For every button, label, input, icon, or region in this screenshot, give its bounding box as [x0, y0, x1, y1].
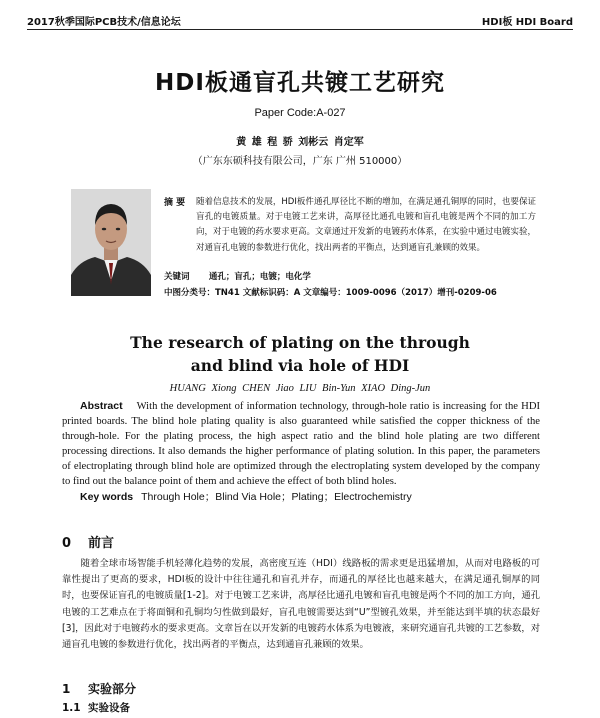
abstract-cn-label: 摘 要 — [164, 198, 186, 208]
authors-cn: 黄 雄 程 骄 刘彬云 肖定军 — [236, 137, 364, 148]
section-1-1-number: 1.1 — [62, 702, 81, 714]
section-0-title: 前言 — [88, 536, 115, 551]
paper-title-cn: HDI板通盲孔共镀工艺研究 — [155, 70, 445, 96]
author-portrait-image — [71, 189, 151, 296]
keywords-cn-label: 关键词 — [164, 272, 190, 282]
paper-code: Paper Code:A-027 — [254, 107, 346, 119]
abstract-en-text: With the development of information technology, through-hole ratio is increasing for the HDI printed boards. The blind hole plating quality is also guaranteed while satisfied the copper thickness of the through-hole. For the plating process, the high aspect ratio and the blind hole plating are two different processing directions. It also demands the higher performance of plating solution. In this paper, the parameters of electroplating through blind hole are optimized through the electroplating system developed by the company to find out the balance point of them and achieve the effect of both blind holes. — [62, 401, 540, 488]
section-1-number: 1 — [62, 682, 71, 696]
authors-en: HUANG Xiong CHEN Jiao LIU Bin-Yun XIAO Ding-Jun — [169, 383, 431, 394]
running-header-left: 2017秋季国际PCB技术/信息论坛 — [27, 17, 181, 28]
keywords-cn-row — [164, 270, 311, 282]
section-0-number: 0 — [62, 536, 72, 551]
keywords-en-label: Key words — [80, 491, 134, 503]
keywords-en-text: Through Hole；Blind Via Hole；Plating；Electrochemistry — [141, 491, 412, 503]
header-rule — [27, 29, 573, 30]
section-1-heading — [62, 680, 136, 697]
paper-title-en-line1: The research of plating on the through — [130, 333, 470, 352]
keywords-cn-text: 通孔；盲孔；电镀；电化学 — [208, 272, 311, 282]
running-header-right: HDI板 HDI Board — [481, 17, 573, 28]
classification-row: 中图分类号：TN41 文献标识码：A 文章编号：1009-0096（2017）增刊-0209-06 — [164, 288, 497, 298]
affiliation-cn: （广东东硕科技有限公司，广东 广州 510000） — [192, 156, 408, 167]
paper-title-en-line2: and blind via hole of HDI — [190, 356, 410, 375]
section-0-body: 随着全球市场智能手机轻薄化趋势的发展，高密度互连（HDI）线路板的需求更是迅猛增加，从而对电路板的可靠性提出了更高的要求，HDI板的设计中往往通孔和盲孔并存，而通孔的厚径比也越来越大，在满足通孔铜厚的同时，也要保证盲孔的电镀质量[1-2]。对于电镀工艺来讲，高厚径比通孔电镀和盲孔电镀是两个不同的加工方向，通孔电镀的工艺难点在于将面铜和孔铜均匀性做到最好，盲孔电镀需要达到“U”型镀孔效果，并至能达到半填的状态最好[3]，因此对于电镀药水的要求更高。文章旨在以开发新的电镀药水体系为电镀液，来研究通盲孔共镀的工艺参数，对通盲孔电镀的参数进行优化，找出两者的平衡点，达到通盲孔兼顾的效果。 — [62, 558, 541, 651]
section-1-1-title: 实验设备 — [88, 702, 130, 714]
keywords-en-row — [80, 489, 412, 504]
author-photo — [71, 189, 151, 296]
section-1-title: 实验部分 — [88, 682, 137, 696]
abstract-en-label: Abstract — [80, 400, 123, 412]
abstract-cn-text: 随着信息技术的发展，HDI板件通孔厚径比不断的增加，在满足通孔铜厚的同时，也要保证盲孔的电镀质量。对于电镀工艺来讲，高厚径比通孔电镀和盲孔电镀是两个不同的加工方向，对于电镀的药水要求更高。文章通过开发新的电镀药水体系，在实验中通过电镀实验，对通盲孔电镀的参数进行优化，找出两者的平衡点，达到通盲孔兼顾的效果。 — [196, 197, 537, 253]
abstract-en — [62, 399, 540, 490]
section-1-1-heading — [62, 700, 130, 715]
section-0-heading — [62, 532, 114, 551]
